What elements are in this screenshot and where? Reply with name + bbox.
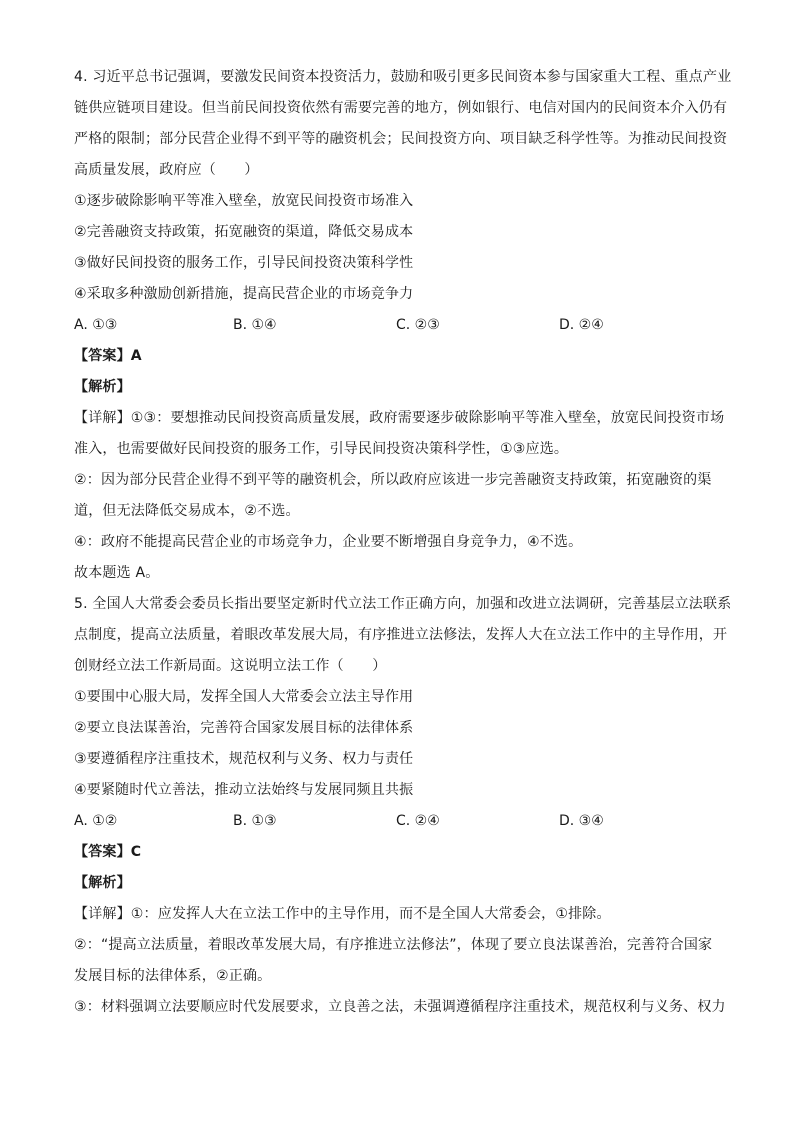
q5-detail-line: 发展目标的法律体系，②正确。 [74,968,272,984]
q5-item: ②要立良法谋善治，完善符合国家发展目标的法律体系 [74,720,414,736]
q4-detail-line: 准入，也需要做好民间投资的服务工作，引导民间投资决策科学性，①③应选。 [74,441,569,457]
question-5 [74,589,732,1023]
q5-item: ③要遵循程序注重技术，规范权利与义务、权力与责任 [74,751,414,767]
question-4 [74,62,732,589]
q4-detail-line: 故本题选 A。 [74,565,160,581]
q5-detail-line: 【详解】①：应发挥人大在立法工作中的主导作用，而不是全国人大常委会，①排除。 [74,906,611,922]
q4-answer: 【答案】A [74,348,142,364]
q4-stem-line: 高质量发展，政府应（ ） [74,162,259,178]
document-page [74,62,732,1023]
q4-stem-line: 4. 习近平总书记强调，要激发民间资本投资活力，鼓励和吸引更多民间资本参与国家重大工程、重点产业 [74,69,732,85]
q5-answer: 【答案】C [74,844,142,860]
q5-stem-line: 5. 全国人大常委会委员长指出要坚定新时代立法工作正确方向，加强和改进立法调研，完善基层立法联系 [74,596,732,612]
q5-detail-line: ③：材料强调立法要顺应时代发展要求，立良善之法，未强调遵循程序注重技术，规范权利与义务、权力 [74,999,726,1015]
q4-item: ③做好民间投资的服务工作，引导民间投资决策科学性 [74,255,414,271]
q4-option-c: C. ②③ [396,317,440,333]
q4-item: ①逐步破除影响平等准入壁垒，放宽民间投资市场准入 [74,193,414,209]
q4-stem-line: 严格的限制；部分民营企业得不到平等的融资机会；民间投资方向、项目缺乏科学性等。为推动民间投资 [74,131,728,147]
q4-detail-line: ②：因为部分民营企业得不到平等的融资机会，所以政府应该进一步完善融资支持政策，拓宽融资的渠 [74,472,712,488]
q5-option-c: C. ②④ [396,813,440,829]
q5-option-b: B. ①③ [233,813,277,829]
q5-item: ④要紧随时代立善法，推动立法始终与发展同频且共振 [74,782,414,798]
q5-item: ①要围中心服大局，发挥全国人大常委会立法主导作用 [74,689,414,705]
q5-stem-line: 创财经立法工作新局面。这说明立法工作（ ） [74,658,387,674]
q4-detail-line: 道，但无法降低交易成本，②不选。 [74,503,300,519]
q4-options [74,310,724,341]
q4-analysis-label: 【解析】 [74,379,131,395]
q4-option-b: B. ①④ [233,317,277,333]
q4-item: ④采取多种激励创新措施，提高民营企业的市场竞争力 [74,286,414,302]
q4-option-d: D. ②④ [559,317,604,333]
q5-stem-line: 点制度，提高立法质量，着眼改革发展大局，有序推进立法修法，发挥人大在立法工作中的主导作用，开 [74,627,728,643]
q5-option-a: A. ①② [74,813,118,829]
q5-analysis-label: 【解析】 [74,875,131,891]
q4-detail-line: 【详解】①③：要想推动民间投资高质量发展，政府需要逐步破除影响平等准入壁垒，放宽民间投资市场 [74,410,725,426]
q4-option-a: A. ①③ [74,317,118,333]
q5-detail-line: ②：“提高立法质量，着眼改革发展大局，有序推进立法修法”，体现了要立良法谋善治，完善符合国家 [74,937,713,953]
q5-option-d: D. ③④ [559,813,604,829]
q5-options [74,806,724,837]
q4-stem-line: 链供应链项目建设。但当前民间投资依然有需要完善的地方，例如银行、电信对国内的民间资本介入仍有 [74,100,728,116]
q4-item: ②完善融资支持政策，拓宽融资的渠道，降低交易成本 [74,224,414,240]
q4-detail-line: ④：政府不能提高民营企业的市场竞争力，企业要不断增强自身竞争力，④不选。 [74,534,583,550]
